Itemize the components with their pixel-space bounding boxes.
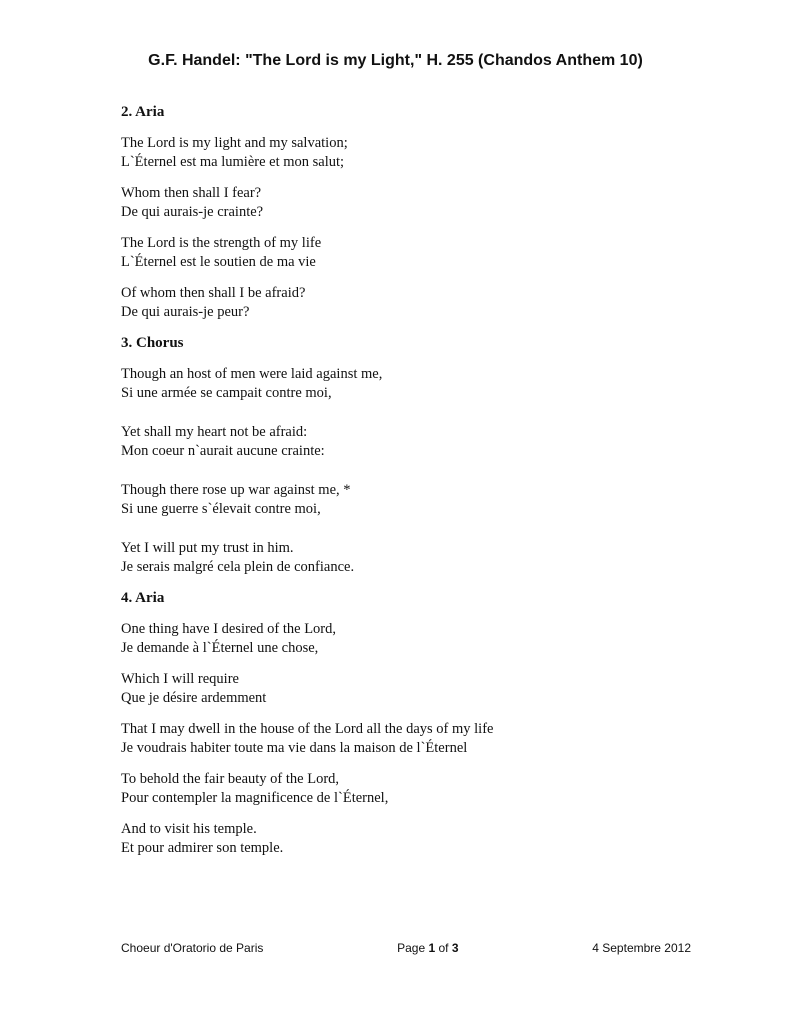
stanza xyxy=(121,423,741,461)
stanza xyxy=(121,820,741,858)
section-aria-2 xyxy=(121,103,741,322)
lyric-line-french: Que je désire ardemment xyxy=(121,690,267,706)
lyric-line-english: Whom then shall I fear? xyxy=(121,185,262,201)
lyric-line-french: L`Éternel est le soutien de ma vie xyxy=(121,254,316,270)
lyric-line-french: Si une guerre s`élevait contre moi, xyxy=(121,501,321,517)
stanza xyxy=(121,720,741,758)
stanza xyxy=(121,284,741,322)
lyric-line-english: Yet I will put my trust in him. xyxy=(121,540,294,556)
stanza xyxy=(121,365,741,403)
lyric-line-english: To behold the fair beauty of the Lord, xyxy=(121,771,340,787)
stanza xyxy=(121,770,741,808)
lyric-line-english: One thing have I desired of the Lord, xyxy=(121,621,337,637)
footer-organization: Choeur d'Oratorio de Paris xyxy=(121,941,264,955)
lyric-line-english: And to visit his temple. xyxy=(121,821,257,837)
stanza xyxy=(121,234,741,272)
lyric-line-english: Though an host of men were laid against me, xyxy=(121,366,383,382)
lyric-line-english: The Lord is the strength of my life xyxy=(121,235,322,251)
lyric-line-french: Et pour admirer son temple. xyxy=(121,840,284,856)
section-heading: 3. Chorus xyxy=(121,335,184,351)
stanza xyxy=(121,184,741,222)
stanza xyxy=(121,620,741,658)
page-title: G.F. Handel: "The Lord is my Light," H. 255 (Chandos Anthem 10) xyxy=(148,52,643,69)
lyric-line-french: L`Éternel est ma lumière et mon salut; xyxy=(121,154,345,170)
page-total: 3 xyxy=(451,941,459,955)
lyric-line-french: Si une armée se campait contre moi, xyxy=(121,385,332,401)
lyric-line-english: Of whom then shall I be afraid? xyxy=(121,285,306,301)
lyric-line-french: Je serais malgré cela plein de confiance. xyxy=(121,559,355,575)
page-prefix: Page xyxy=(397,941,429,955)
stanza xyxy=(121,481,741,519)
lyrics-body xyxy=(121,103,741,870)
stanza xyxy=(121,134,741,172)
page-footer xyxy=(121,941,691,955)
lyric-line-english: The Lord is my light and my salvation; xyxy=(121,135,348,151)
footer-date: 4 Septembre 2012 xyxy=(592,941,691,955)
lyric-line-english: Yet shall my heart not be afraid: xyxy=(121,424,308,440)
page-current: 1 xyxy=(428,941,436,955)
lyric-line-english: That I may dwell in the house of the Lord all the days of my life xyxy=(121,721,494,737)
lyric-line-french: Je demande à l`Éternel une chose, xyxy=(121,640,319,656)
footer-page-number xyxy=(397,941,458,955)
section-chorus-3 xyxy=(121,334,741,577)
section-heading: 2. Aria xyxy=(121,104,165,120)
lyric-line-french: Mon coeur n`aurait aucune crainte: xyxy=(121,443,325,459)
stanza xyxy=(121,539,741,577)
lyric-line-english: Though there rose up war against me, * xyxy=(121,482,351,498)
page-of: of xyxy=(435,941,452,955)
lyric-line-french: Je voudrais habiter toute ma vie dans la maison de l`Éternel xyxy=(121,740,468,756)
lyric-line-french: De qui aurais-je crainte? xyxy=(121,204,264,220)
lyric-line-french: De qui aurais-je peur? xyxy=(121,304,250,320)
lyric-line-english: Which I will require xyxy=(121,671,239,687)
lyric-line-french: Pour contempler la magnificence de l`Éternel, xyxy=(121,790,389,806)
section-aria-4 xyxy=(121,589,741,858)
section-heading: 4. Aria xyxy=(121,590,165,606)
stanza xyxy=(121,670,741,708)
